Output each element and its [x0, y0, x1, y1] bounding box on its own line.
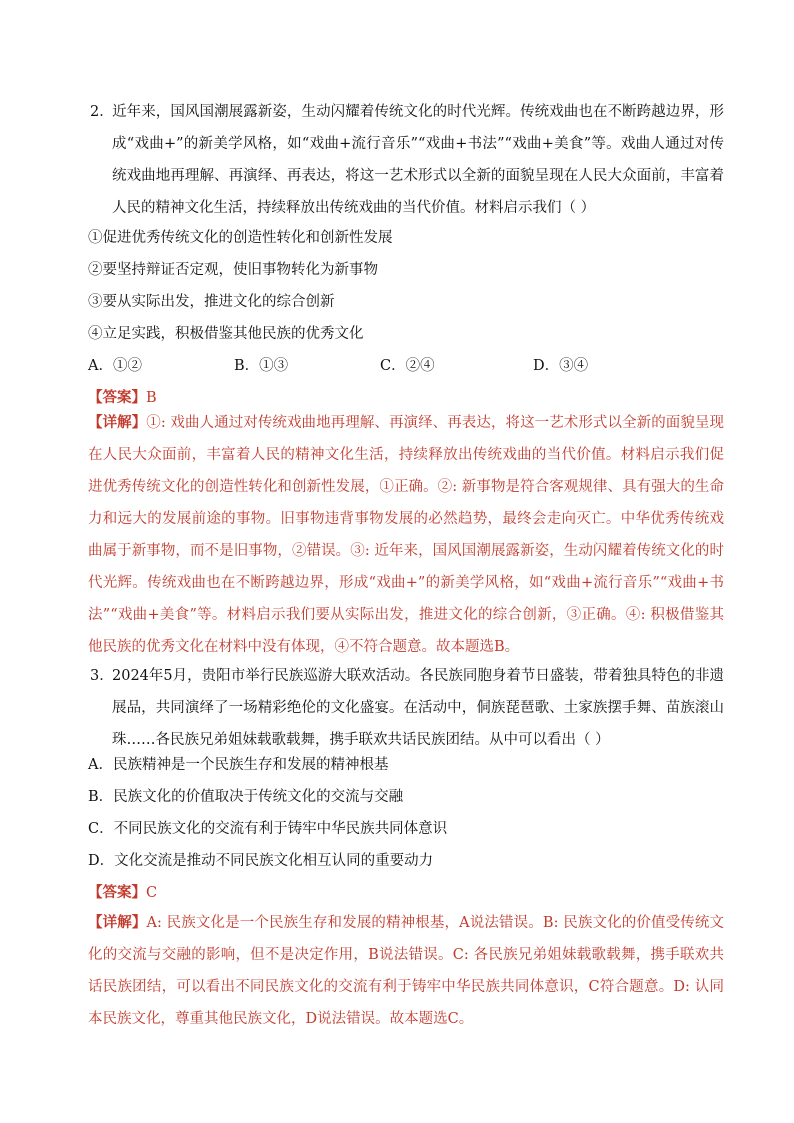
answer-value: B [146, 390, 157, 406]
answer-value: C [146, 885, 158, 901]
statement-3: ③要从实际出发，推进文化的综合创新 [88, 294, 335, 310]
explain-tag: 【详解】 [88, 914, 147, 931]
question-3-stem [90, 660, 724, 756]
explain-tag: 【详解】 [88, 414, 147, 431]
question-3-number: 3． [90, 668, 114, 684]
q3-choice-d: D．文化交流是推动不同民族文化相互认同的重要动力 [88, 853, 434, 869]
question-2-text: 近年来，国风国潮展露新姿，生动闪耀着传统文化的时代光辉。传统戏曲也在不断跨越边界，形成“戏曲+”的新美学风格，如“戏曲+流行音乐”“戏曲+书法”“戏曲+美食”等。戏曲人通过对传统戏曲地再理解、再演绎、再表达，将这一艺术形式以全新的面貌呈现在人民大众面前，丰富着人民的精神文化生活，持续释放出传统戏曲的当代价值。材料启示我们（ ） [112, 104, 724, 216]
question-3-answer [88, 877, 157, 909]
choice-b: B．①③ [234, 358, 289, 374]
question-3-text: 2024年5月，贵阳市举行民族巡游大联欢活动。各民族同胞身着节日盛装，带着独具特色的非遗展品，共同演绎了一场精彩绝伦的文化盛宴。在活动中，侗族琵琶歌、土家族摆手舞、苗族滚山珠……各民族兄弟姐妹载歌载舞，携手联欢共话民族团结。从中可以看出（ ） [112, 668, 724, 748]
choice-c: C．②④ [380, 358, 435, 374]
choice-d: D．③④ [533, 358, 589, 374]
answer-tag: 【答案】 [88, 389, 146, 406]
question-2-number: 2． [90, 104, 114, 120]
choice-a: A．①② [88, 358, 142, 374]
explain-text: A: 民族文化是一个民族生存和发展的精神根基，A说法错误。B: 民族文化的价值受传统文化的交流与交融的影响，但不是决定作用，B说法错误。C: 各民族兄弟姐妹载歌载舞，携手联欢共话民族团结，可以看出不同民族文化的交流有利于铸牢中华民族共同体意识，C符合题意。D: 认同本民族文化，尊重其他民族文化，D说法错误。故本题选C。 [88, 915, 724, 1027]
question-2-stem [90, 96, 724, 224]
question-3-explanation [88, 907, 724, 1035]
q3-choice-b: B．民族文化的价值取决于传统文化的交流与交融 [88, 789, 404, 805]
answer-tag: 【答案】 [88, 884, 146, 901]
statement-2: ②要坚持辩证否定观，使旧事物转化为新事物 [88, 262, 378, 278]
statement-4: ④立足实践，积极借鉴其他民族的优秀文化 [88, 326, 364, 342]
question-2-choices [88, 350, 708, 382]
explain-text: ①: 戏曲人通过对传统戏曲地再理解、再演绎、再表达，将这一艺术形式以全新的面貌呈现在人民大众面前，丰富着人民的精神文化生活，持续释放出传统戏曲的当代价值。材料启示我们促进优秀传统文化的创造性转化和创新性发展，①正确。②: 新事物是符合客观规律、具有强大的生命力和远大的发展前途的事物。旧事物违背事物发展的必然趋势，最终会走向灭亡。中华优秀传统戏曲属于新事物，而不是旧事物，②错误。③: 近年来，国风国潮展露新姿，生动闪耀着传统文化的时代光辉。传统戏曲也在不断跨越边界，形成“戏曲+”的新美学风格，如“戏曲+流行音乐”“戏曲+书法”“戏曲+美食”等。材料启示我们要从实际出发，推进文化的综合创新，③正确。④: 积极借鉴其他民族的优秀文化在材料中没有体现，④不符合题意。故本题选B。 [88, 415, 724, 655]
statement-1: ①促进优秀传统文化的创造性转化和创新性发展 [88, 230, 393, 246]
question-2-explanation [88, 407, 724, 663]
q3-choice-c: C．不同民族文化的交流有利于铸牢中华民族共同体意识 [88, 821, 448, 837]
q3-choice-a: A．民族精神是一个民族生存和发展的精神根基 [88, 757, 389, 773]
